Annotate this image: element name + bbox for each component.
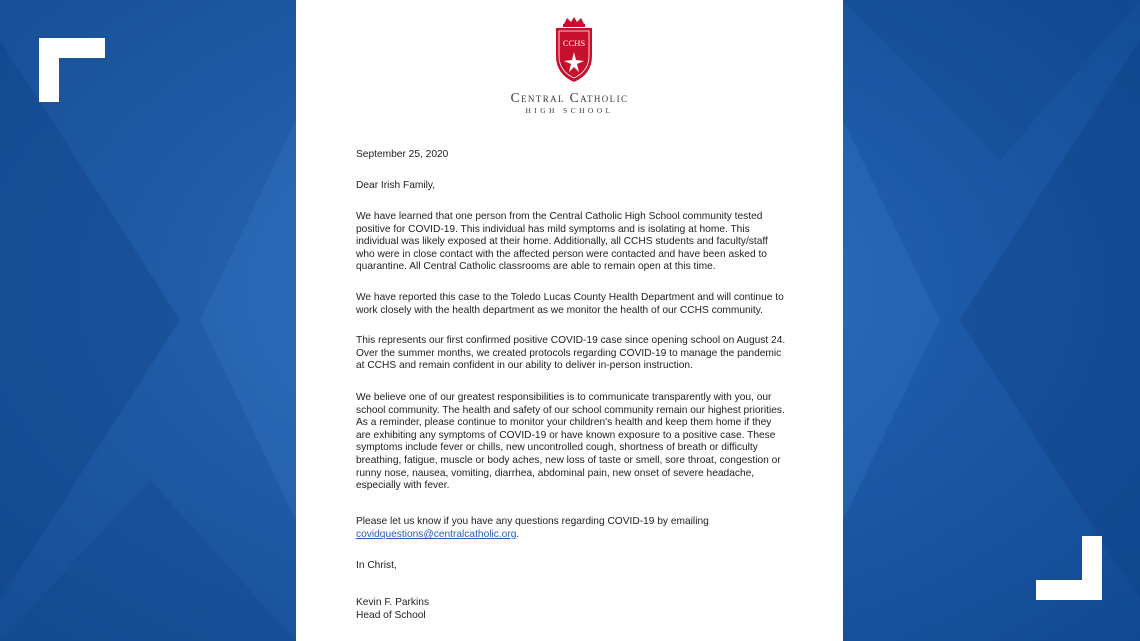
letter-document: [296, 0, 843, 641]
logo-monogram: CCHS: [562, 38, 586, 48]
letter-greeting: Dear Irish Family,: [356, 180, 436, 191]
email-link[interactable]: covidquestions@centralcatholic.org: [356, 529, 517, 540]
signer-name: Kevin F. Parkins: [356, 597, 430, 608]
school-name: Central Catholic: [510, 90, 629, 105]
letter-paragraph-5: Please let us know if you have any questions regarding COVID-19 by emailing: [356, 516, 709, 527]
signer-title: Head of School: [356, 610, 426, 621]
letter-date: September 25, 2020: [356, 149, 449, 160]
email-suffix: .: [516, 529, 520, 540]
email-line: [356, 529, 811, 542]
letter-paragraph-2: We have reported this case to the Toledo Lucas County Health Department and will continue to work closely with the health department as we monitor the health of our CCHS community.: [356, 292, 784, 316]
school-subtitle: HIGH SCHOOL: [525, 106, 614, 115]
letter-paragraph-1: We have learned that one person from the Central Catholic High School community tested positive for COVID-19. This individual has mild symptoms and is isolating at home. This individual was likely exposed at their home. Additionally, all CCHS students and faculty/staff who were in close contact with the affected person were contacted and have been asked to quarantine. All Central Catholic classrooms are able to remain open at this time.: [356, 211, 768, 273]
letter-paragraph-3: This represents our first confirmed positive COVID-19 case since opening school on August 24. Over the summer months, we created protocols regarding COVID-19 to manage the pandemic at CCHS and remain confident in our ability to deliver in-person instruction.: [356, 335, 786, 372]
letter-closing: In Christ,: [356, 560, 397, 571]
letter-paragraph-4: We believe one of our greatest responsibilities is to communicate transparently with you, our school community. The health and safety of our school community remain our highest priorities. As a reminder, please continue to monitor your children's health and keep them home if they are exhibiting any symptoms of COVID-19 or have known exposure to a positive case. These symptoms include fever or chills, new uncontrolled cough, shortness of breath or difficulty breathing, fatigue, muscle or body aches, new loss of taste or smell, sore throat, congestion or runny nose, nausea, vomiting, diarrhea, abdominal pain, new onset of severe headache, especially with fever.: [356, 392, 785, 492]
crest-icon: [553, 16, 595, 84]
